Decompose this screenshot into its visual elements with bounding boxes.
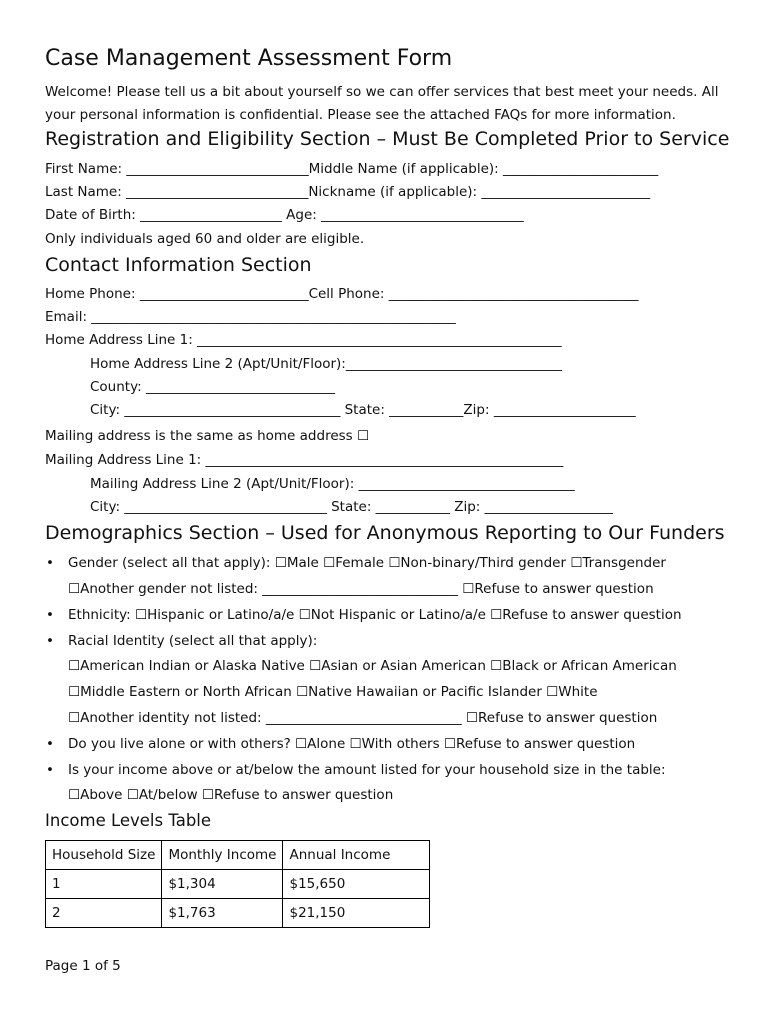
bullet-gender: • [46, 555, 54, 571]
table-cell: $1,304 [162, 870, 283, 899]
intro-line-1: Welcome! Please tell us a bit about yourself so we can offer services that best meet your needs. All [45, 84, 719, 100]
bullet-race: • [46, 633, 54, 649]
gender-other-options[interactable]: ☐Another gender not listed: _____________________________ ☐Refuse to answer question [68, 581, 654, 597]
last-nickname-field[interactable]: Last Name: ___________________________Nickname (if applicable): _________________________ [45, 184, 651, 200]
ethnicity-options[interactable]: Ethnicity: ☐Hispanic or Latino/a/e ☐Not Hispanic or Latino/a/e ☐Refuse to answer question [68, 607, 682, 623]
bullet-income: • [46, 762, 54, 778]
bullet-living: • [46, 736, 54, 752]
gender-options[interactable]: Gender (select all that apply): ☐Male ☐Female ☐Non-binary/Third gender ☐Transgender [68, 555, 666, 571]
mailing-address-line-1-field[interactable]: Mailing Address Line 1: _____________________________________________________ [45, 452, 564, 468]
table-header-cell: Household Size [46, 841, 162, 870]
bullet-ethnicity: • [46, 607, 54, 623]
table-header-row [46, 841, 430, 870]
table-row [46, 899, 430, 928]
table-cell: $15,650 [283, 870, 430, 899]
page-number: Page 1 of 5 [45, 958, 121, 974]
home-address-line-2-field[interactable]: Home Address Line 2 (Apt/Unit/Floor):________________________________ [90, 356, 562, 372]
living-options[interactable]: Do you live alone or with others? ☐Alone ☐With others ☐Refuse to answer question [68, 736, 636, 752]
first-middle-name-field[interactable]: First Name: ___________________________Middle Name (if applicable): _______________________ [45, 161, 659, 177]
table-header-cell: Monthly Income [162, 841, 283, 870]
demographics-heading: Demographics Section – Used for Anonymous Reporting to Our Funders [45, 522, 725, 544]
race-options-row-3[interactable]: ☐Another identity not listed: _____________________________ ☐Refuse to answer question [68, 710, 658, 726]
home-address-line-1-field[interactable]: Home Address Line 1: ______________________________________________________ [45, 332, 562, 348]
home-city-state-zip-field[interactable]: City: ________________________________ State: ___________Zip: _____________________ [90, 402, 636, 418]
race-options-row-1[interactable]: ☐American Indian or Alaska Native ☐Asian or Asian American ☐Black or African American [68, 658, 677, 674]
mailing-address-line-2-field[interactable]: Mailing Address Line 2 (Apt/Unit/Floor): ________________________________ [90, 476, 575, 492]
race-options-row-2[interactable]: ☐Middle Eastern or North African ☐Native Hawaiian or Pacific Islander ☐White [68, 684, 598, 700]
table-cell: $21,150 [283, 899, 430, 928]
form-title: Case Management Assessment Form [45, 46, 453, 71]
phone-field[interactable]: Home Phone: _________________________Cell Phone: _____________________________________ [45, 286, 639, 302]
mailing-same-checkbox[interactable]: Mailing address is the same as home address ☐ [45, 428, 370, 444]
table-cell: 1 [46, 870, 162, 899]
dob-age-field[interactable]: Date of Birth: _____________________ Age: ______________________________ [45, 207, 524, 223]
table-cell: $1,763 [162, 899, 283, 928]
intro-line-2: your personal information is confidential. Please see the attached FAQs for more information. [45, 107, 676, 123]
eligibility-note: Only individuals aged 60 and older are eligible. [45, 231, 365, 247]
table-header-cell: Annual Income [283, 841, 430, 870]
county-field[interactable]: County: ____________________________ [90, 379, 335, 395]
registration-heading: Registration and Eligibility Section – Must Be Completed Prior to Service [45, 128, 730, 150]
email-field[interactable]: Email: ______________________________________________________ [45, 309, 456, 325]
income-options[interactable]: ☐Above ☐At/below ☐Refuse to answer question [68, 787, 394, 803]
income-levels-table [45, 840, 430, 928]
contact-heading: Contact Information Section [45, 254, 312, 276]
table-cell: 2 [46, 899, 162, 928]
table-row [46, 870, 430, 899]
mailing-city-state-zip-field[interactable]: City: ______________________________ State: ___________ Zip: ___________________ [90, 499, 613, 515]
race-label: Racial Identity (select all that apply): [68, 633, 318, 649]
income-table-heading: Income Levels Table [45, 811, 212, 830]
income-question: Is your income above or at/below the amount listed for your household size in the table: [68, 762, 666, 778]
